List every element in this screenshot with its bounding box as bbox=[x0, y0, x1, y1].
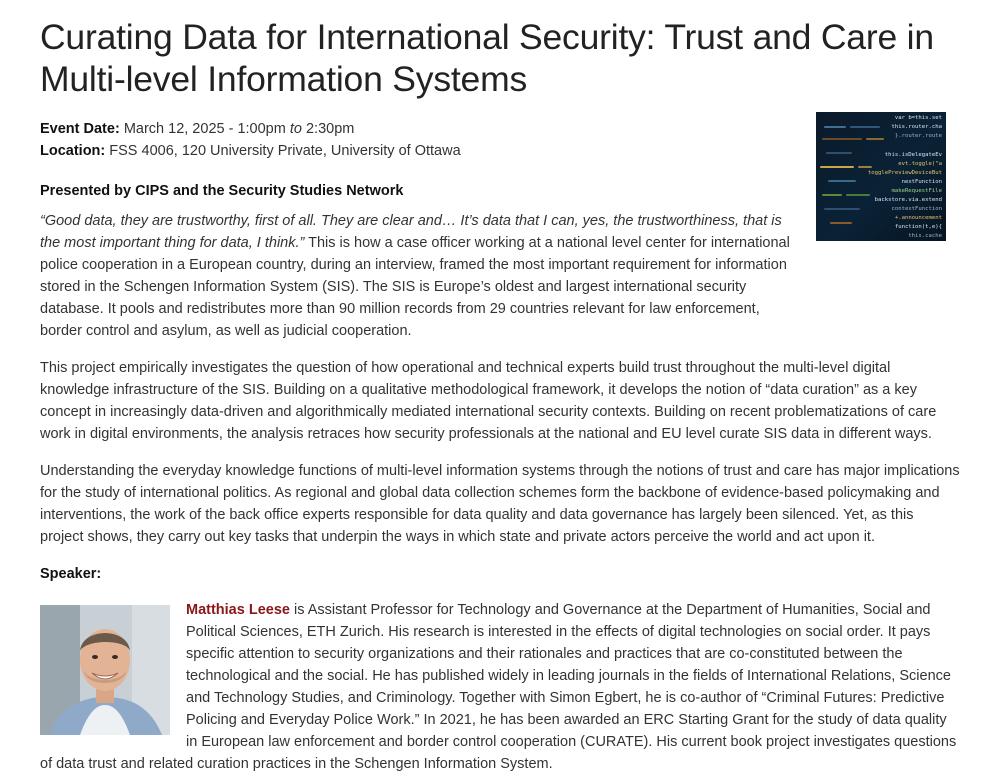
page-title: Curating Data for International Security: Trust and Care in Multi-level Information Systems bbox=[40, 17, 934, 99]
implications-paragraph: Understanding the everyday knowledge functions of multi-level information systems through the notions of trust and care has major implications for the study of international politics. As regional and global data collection schemes form the backbone of evidence-based policymaking and interventions, the work of the back office experts responsible for data quality and data governance has largely been silenced. Yet, as this project shows, they carry out key tasks that underpin the ways in which state and private actors perceive the world and act upon it. bbox=[40, 463, 960, 545]
code-line: this.cache bbox=[908, 233, 942, 239]
code-line: this.isDelegateEv bbox=[884, 152, 942, 158]
code-line: evt.toggle("a bbox=[898, 161, 942, 167]
speaker-bio bbox=[40, 599, 960, 775]
code-line: +.announcement bbox=[894, 215, 942, 221]
speaker-heading: Speaker: bbox=[40, 566, 102, 582]
code-screen-image bbox=[816, 112, 946, 241]
event-date-label: Event Date: bbox=[40, 121, 120, 137]
speaker-section bbox=[40, 599, 960, 775]
code-line: var b=this.set bbox=[894, 115, 942, 121]
speaker-portrait-image bbox=[40, 605, 170, 735]
code-line: makeRequestFile bbox=[891, 188, 942, 194]
code-line: }.router.route bbox=[894, 133, 942, 139]
event-end-time: 2:30pm bbox=[305, 121, 355, 137]
code-line: backstore.via.extend bbox=[874, 197, 942, 203]
event-date-to: to bbox=[289, 121, 302, 137]
event-location-label: Location: bbox=[40, 143, 106, 159]
code-line: nextFunction bbox=[901, 179, 942, 185]
project-paragraph: This project empirically investigates the question of how operational and technical experts build trust throughout the multi-level digital knowledge infrastructure of the SIS. Building on a qualitative methodological framework, it develops the notion of “data curation” as a key concept in increasingly data-driven and algorithmically mediated international security contexts. Building on recent problematizations of care work in digital environments, the analysis retraces how security professionals at the national and EU level curate SIS data in different ways. bbox=[40, 360, 937, 442]
event-location-value: FSS 4006, 120 University Private, University of Ottawa bbox=[109, 143, 461, 159]
intro-paragraph bbox=[40, 210, 800, 342]
intro-text: This is how a case officer working at a national level center for international police cooperation in a European country, during an interview, framed the most important requirement for information stored in the Schengen Information System (SIS). The SIS is Europe’s oldest and largest international security database. It pools and redistributes more than 90 million records from 29 countries relevant for law enforcement, border control and asylum, as well as judicial cooperation. bbox=[40, 235, 790, 339]
code-line: this.router.cha bbox=[891, 124, 942, 130]
speaker-name: Matthias Leese bbox=[186, 602, 290, 618]
interview-quote: “Good data, they are trustworthy, first of all. They are clear and… It’s data that I can, yes, the trustworthiness, that is the most important thing for data, I think.” bbox=[40, 213, 782, 251]
code-line: togglePreviewDeviceBut bbox=[867, 170, 942, 176]
presented-by: Presented by CIPS and the Security Studies Network bbox=[40, 183, 404, 199]
event-date-value: March 12, 2025 - 1:00pm bbox=[123, 121, 286, 137]
speaker-bio-text: is Assistant Professor for Technology and Governance at the Department of Humanities, Social and Political Sciences, ETH Zurich. His research is interested in the effects of digital technologies on social order. It pays specific attention to security organizations and their rationales and practices that are co-constituted between the technological and the social. He has published widely in leading journals in the fields of International Relations, Science and Technology Studies, and Criminology. Together with Simon Egbert, he is co-author of “Criminal Futures: Predictive Policing and Everyday Police Work.” In 2021, he has been awarded an ERC Starting Grant for the study of data quality in European law enforcement and border control cooperation (CURATE). His current book project investigates questions of data trust and related curation practices in the Schengen Information System. bbox=[40, 602, 957, 772]
code-line: contextFunction bbox=[891, 206, 942, 212]
speaker-photo bbox=[40, 605, 170, 735]
code-line: function(t,e){ bbox=[894, 224, 942, 230]
